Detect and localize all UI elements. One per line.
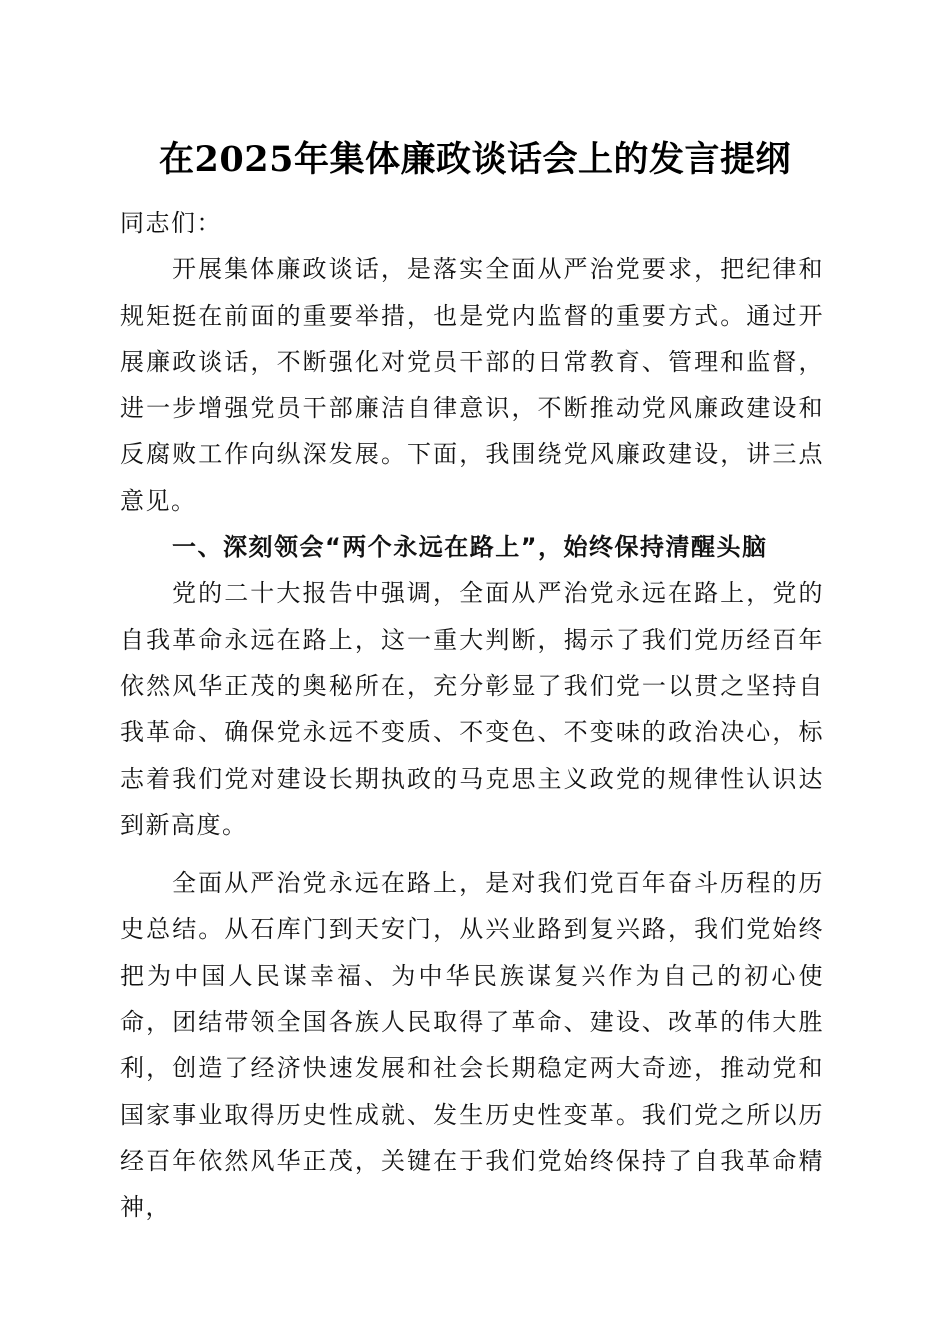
salutation: 同志们： [120, 209, 222, 237]
paragraph-1: 党的二十大报告中强调，全面从严治党永远在路上，党的自我革命永远在路上，这一重大判断，揭示了我们党历经百年依然风华正茂的奥秘所在，充分彰显了我们党一以贯之坚持自我革命、确保党永远不变质、不变色、不变味的政治决心，标志着我们党对建设长期执政的马克思主义政党的规律性认识达到新高度。 [120, 579, 824, 839]
document-body [120, 200, 824, 1231]
paragraph-intro: 开展集体廉政谈话，是落实全面从严治党要求，把纪律和规矩挺在前面的重要举措，也是党内监督的重要方式。通过开展廉政谈话，不断强化对党员干部的日常教育、管理和监督，进一步增强党员干部廉洁自律意识，不断推动党风廉政建设和反腐败工作向纵深发展。下面，我围绕党风廉政建设，讲三点意见。 [120, 255, 824, 515]
paragraph-2: 全面从严治党永远在路上，是对我们党百年奋斗历程的历史总结。从石库门到天安门，从兴业路到复兴路，我们党始终把为中国人民谋幸福、为中华民族谋复兴作为自己的初心使命，团结带领全国各族人民取得了革命、建设、改革的伟大胜利，创造了经济快速发展和社会长期稳定两大奇迹，推动党和国家事业取得历史性成就、发生历史性变革。我们党之所以历经百年依然风华正茂，关键在于我们党始终保持了自我革命精神， [120, 869, 824, 1222]
section-heading-1: 一、深刻领会“两个永远在路上”，始终保持清醒头脑 [172, 533, 768, 562]
document-title: 在2025年集体廉政谈话会上的发言提纲 [159, 139, 791, 180]
